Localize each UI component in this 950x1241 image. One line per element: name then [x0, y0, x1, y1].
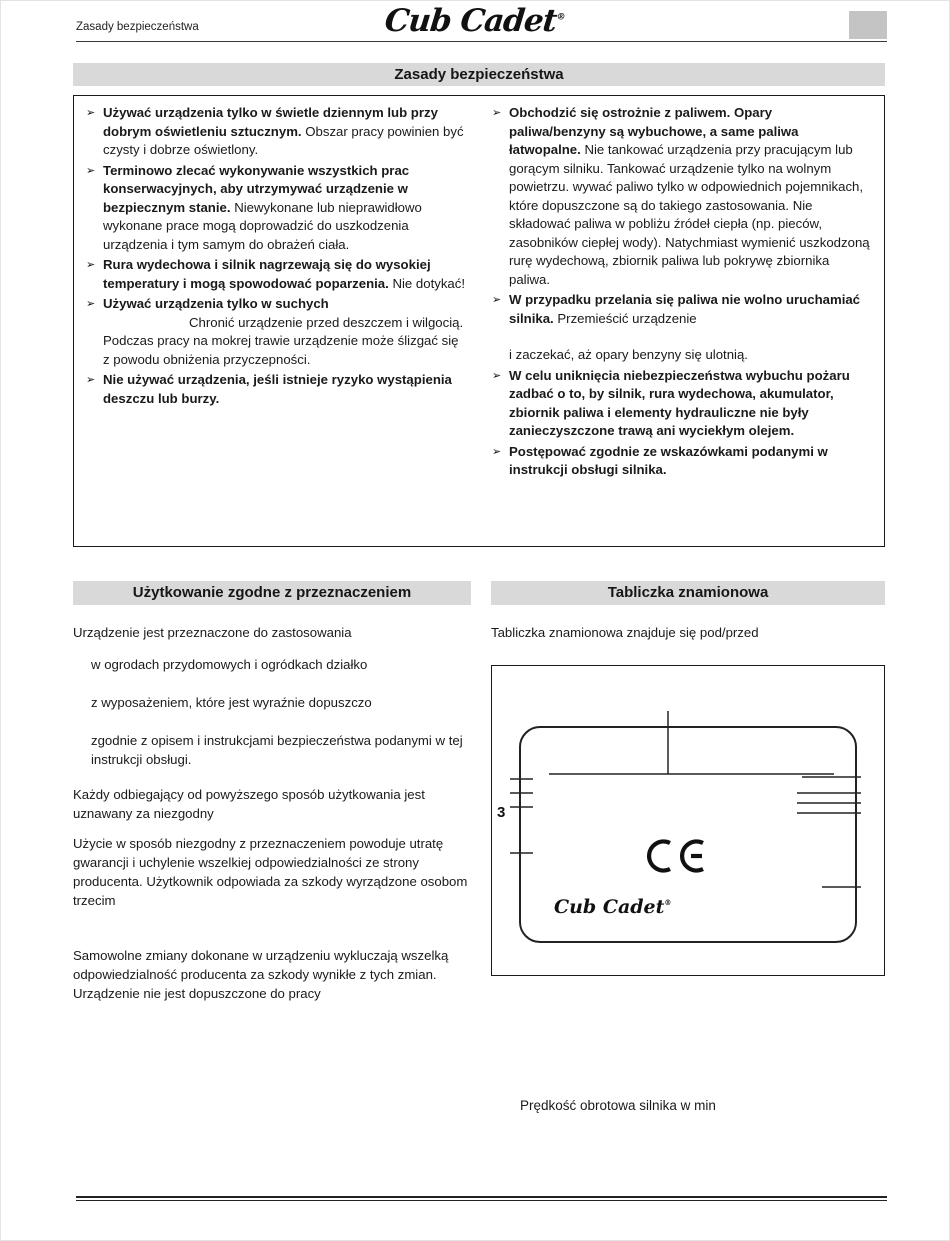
bullet-icon: ➢: [86, 107, 96, 119]
safety-item-text: Obchodzić się ostrożnie z paliwem. Opary paliwa/benzyny są wybuchowe, a same paliwa łatwopalne. Nie tankować urządzenia przy pracującym lub gorącym silniku. Tankować urządzenie tylko na wolnym powietrzu. wywać paliwo tylko w odpowiednich pojemnikach, które dopuszczone są do takiego zastosowania. Nie składować paliwa w pobliżu źródeł ciepła (np. pieców, zasobników ciepłej wody). Natychmiast wymienić uszkodzoną rurę wydechową, zbiornik paliwa lub pokrywę zbiornika paliwa.: [509, 105, 870, 287]
safety-item-text: Używać urządzenia tylko w świetle dziennym lub przy dobrym oświetleniu sztucznym. Obszar pracy powinien być czysty i dobrze oświetlony.: [103, 105, 464, 157]
paragraph: Urządzenie jest przeznaczone do zastosowania: [73, 625, 352, 640]
safety-item: [492, 291, 872, 365]
paragraph: w ogrodach przydomowych i ogródkach działko: [91, 657, 368, 672]
header-rule: [76, 41, 887, 42]
bullet-icon: ➢: [86, 164, 96, 177]
safety-item-text: W celu uniknięcia niebezpieczeństwa wybuchu pożaru zadbać o to, by silnik, rura wydechowa, akumulator, zbiornik paliwa i elementy hydrauliczne nie były zanieczyszczone trawą ani wyciekłym olejem.: [509, 367, 850, 438]
safety-item-text: Używać urządzenia tylko w suchych Chronić urządzenie przed deszczem i wilgocią. Podczas pracy na mokrej trawie urządzenie może ślizgać się z powodu obniżenia przyczepności.: [103, 296, 464, 367]
paragraph: Urządzenie nie jest dopuszczone do pracy: [73, 986, 321, 1001]
cub-cadet-logo: [0, 3, 950, 39]
safety-rules-box: [73, 95, 885, 547]
paragraph: Użycie w sposób niezgodny z przeznaczeniem powoduje utratę gwarancji i uchylenie wszelkiej odpowiedzialności ze strony producenta. Użytkownik odpowiada za szkody wyrządzone osobom trzecim: [73, 836, 468, 908]
footer-rule: [76, 1196, 887, 1201]
paragraph: zgodnie z opisem i instrukcjami bezpieczeństwa podanymi w tej instrukcji obsługi.: [91, 733, 463, 767]
registered-mark-icon: ®: [555, 12, 566, 23]
safety-item: [86, 104, 466, 160]
safety-item-text: Terminowo zlecać wykonywanie wszystkich prac konserwacyjnych, aby utrzymywać urządzenie w bezpiecznym stanie. Niewykonane lub nieprawidłowo wykonane prace mogą doprowadzić do uszkodzenia urządzenia i tym samym do obrażeń ciała.: [103, 162, 422, 252]
paragraph: Samowolne zmiany dokonane w urządzeniu wykluczają wszelką odpowiedzialność producenta za szkody wynikłe z tych zmian.: [73, 948, 449, 982]
section-banner-intended-use: Użytkowanie zgodne z przeznaczeniem: [73, 581, 471, 605]
bullet-icon: ➢: [492, 445, 502, 458]
bullet-icon: ➢: [492, 294, 502, 306]
section-banner-safety: Zasady bezpieczeństwa: [73, 63, 885, 86]
paragraph: z wyposażeniem, które jest wyraźnie dopuszczo: [91, 695, 372, 710]
bullet-icon: ➢: [86, 374, 96, 386]
safety-item: [492, 367, 872, 441]
safety-item: [492, 104, 872, 289]
intended-use-text: [73, 623, 473, 1003]
safety-item-text: Rura wydechowa i silnik nagrzewają się do wysokiej temperatury i mogą spowodować poparzenia. Nie dotykać!: [103, 257, 466, 291]
ce-mark-icon: [649, 842, 703, 871]
bullet-icon: ➢: [86, 259, 96, 271]
page-corner-box: [849, 11, 887, 39]
nameplate-figure-box: [491, 665, 885, 976]
safety-item-text: Postępować zgodnie ze wskazówkami podanymi w instrukcji obsługi silnika.: [509, 443, 828, 477]
safety-item: [86, 295, 466, 369]
nameplate-intro-text: Tabliczka znamionowa znajduje się pod/przed: [491, 625, 759, 640]
running-header-title: Zasady bezpieczeństwa: [76, 21, 199, 33]
safety-item: [86, 256, 466, 293]
safety-column-left: [86, 104, 466, 538]
plate-cub-cadet-logo: Cub Cadet®: [554, 896, 672, 918]
figure-caption: Prędkość obrotowa silnika w min: [520, 1098, 716, 1113]
safety-item: [86, 162, 466, 255]
safety-item: [492, 443, 872, 480]
cub-cadet-logo-text: Cub Cadet: [383, 3, 558, 39]
bullet-icon: ➢: [86, 298, 96, 310]
safety-item-text: Nie używać urządzenia, jeśli istnieje ryzyko wystąpienia deszczu lub burzy.: [103, 372, 452, 406]
section-banner-nameplate: Tabliczka znamionowa: [491, 581, 885, 605]
safety-item-text: W przypadku przelania się paliwa nie wolno uruchamiać silnika. Przemieścić urządzenie i zaczekać, aż opary benzyny się ulotnią.: [509, 292, 861, 362]
bullet-icon: ➢: [492, 369, 502, 382]
safety-item: [86, 371, 466, 408]
figure-number-label: 3: [497, 804, 506, 821]
paragraph: Każdy odbiegający od powyższego sposób użytkowania jest uznawany za niezgodny: [73, 787, 425, 821]
bullet-icon: ➢: [492, 107, 502, 119]
nameplate-figure: [492, 666, 884, 975]
safety-column-right: [492, 104, 872, 538]
